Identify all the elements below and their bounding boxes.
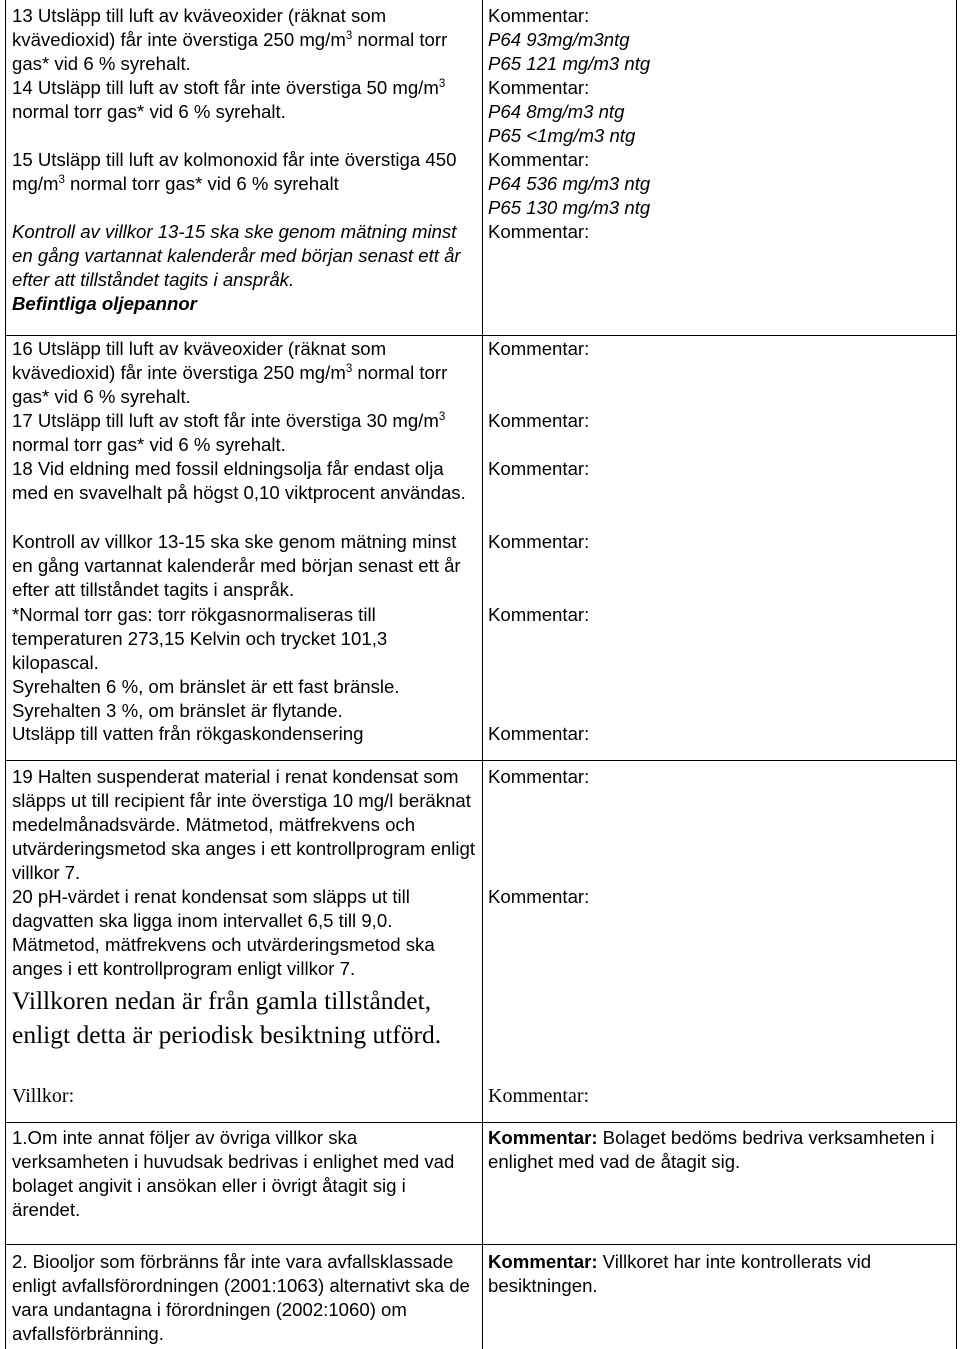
comment-14	[488, 76, 954, 148]
comment-old-2: Kommentar: Villkoret har inte kontrollerats vid besiktningen.	[488, 1251, 872, 1296]
comment-15	[488, 148, 954, 220]
condition-15: 15 Utsläpp till luft av kolmonoxid får inte överstiga 450 $mg/m^3$ normal torr gas* vid 6 % syrehalt	[12, 149, 457, 194]
comment-water: Kommentar:	[488, 723, 590, 744]
comment-control-1: Kommentar:	[488, 221, 590, 242]
comment-text: P64 93mg/m3ntg P65 121 mg/m3 ntg	[488, 29, 651, 74]
row-divider	[6, 760, 956, 761]
comment-18: Kommentar:	[488, 458, 590, 479]
comment-control-2: Kommentar:	[488, 531, 590, 552]
comment-label: Kommentar:	[488, 5, 590, 26]
condition-16: 16 Utsläpp till luft av kväveoxider (räknat som kvävedioxid) får inte överstiga 250 $mg/m^3$ normal torr gas* vid 6 % syrehalt.	[12, 338, 448, 407]
condition-17: 17 Utsläpp till luft av stoft får inte överstiga 30 $mg/m^3$ normal torr gas* vid 6 % syrehalt.	[12, 410, 446, 455]
row-divider	[6, 335, 956, 336]
condition-13: 13 Utsläpp till luft av kväveoxider (räknat som kvävedioxid) får inte överstiga 250 $mg/m^3$ normal torr gas* vid 6 % syrehalt.	[12, 5, 448, 74]
section-heading-oil-boilers: Befintliga oljepannor	[12, 293, 197, 314]
condition-19: 19 Halten suspenderat material i renat kondensat som släpps ut till recipient får inte överstiga 10 mg/l beräknat medelmånadsvärde. Mätmetod, mätfrekvens och utvärderingsmetod ska anges i ett kontrollprogram enligt villkor 7.	[12, 766, 476, 883]
comment-16: Kommentar:	[488, 338, 590, 359]
row-divider	[6, 1244, 956, 1245]
row-divider	[6, 1122, 956, 1123]
comment-normal-gas: Kommentar:	[488, 604, 590, 625]
conditions-label: Villkor:	[12, 1085, 75, 1107]
comment-conditions: Kommentar:	[488, 1085, 590, 1107]
comment-20: Kommentar:	[488, 886, 590, 907]
old-condition-2: 2. Biooljor som förbränns får inte vara avfallsklassade enligt avfallsförordningen (2001:1063) alternativt ska de vara undantagna i förordningen (2002:1060) om avfallsförbränning.	[12, 1251, 470, 1344]
column-divider	[482, 0, 483, 1349]
control-13-15-b: Kontroll av villkor 13-15 ska ske genom mätning minst en gång vartannat kalenderår med början senast ett år efter att tillståndet tagits i anspråk.	[12, 531, 461, 600]
old-condition-1: 1.Om inte annat följer av övriga villkor ska verksamheten i huvudsak bedrivas i enlighet med vad bolaget angivit i ansökan eller i övrigt åtagit sig i ärendet.	[12, 1127, 455, 1220]
old-permit-note: Villkoren nedan är från gamla tillståndet, enligt detta är periodisk besiktning utförd.	[12, 986, 442, 1049]
conditions-table	[5, 0, 957, 1349]
comment-13	[488, 4, 954, 76]
control-13-15: Kontroll av villkor 13-15 ska ske genom mätning minst en gång vartannat kalenderår med början senast ett år efter att tillståndet tagits i anspråk. Befintliga oljepannor	[12, 220, 478, 316]
comment-label: Kommentar:	[488, 149, 590, 170]
condition-14: 14 Utsläpp till luft av stoft får inte överstiga 50 $mg/m^3$ normal torr gas* vid 6 % syrehalt.	[12, 77, 446, 122]
comment-label: Kommentar:	[488, 77, 590, 98]
condition-20: 20 pH-värdet i renat kondensat som släpps ut till dagvatten ska ligga inom intervallet 6,5 till 9,0. Mätmetod, mätfrekvens och utvärderingsmetod ska anges i ett kontrollprogram enligt villkor 7.	[12, 886, 435, 979]
normal-dry-gas-note: *Normal torr gas: torr rökgasnormaliseras till temperaturen 273,15 Kelvin och trycket 101,3 kilopascal. Syrehalten 6 %, om bränslet är ett fast bränsle. Syrehalten 3 %, om bränslet är flytande.	[12, 604, 400, 721]
comment-old-1: Kommentar: Bolaget bedöms bedriva verksamheten i enlighet med vad de åtagit sig.	[488, 1127, 935, 1172]
comment-text: P64 8mg/m3 ntg P65 <1mg/m3 ntg	[488, 101, 636, 146]
comment-text: P64 536 mg/m3 ntg P65 130 mg/m3 ntg	[488, 173, 651, 218]
condition-18: 18 Vid eldning med fossil eldningsolja får endast olja med en svavelhalt på högst 0,10 viktprocent användas.	[12, 458, 466, 503]
section-heading-water: Utsläpp till vatten från rökgaskondensering	[12, 723, 364, 744]
comment-17: Kommentar:	[488, 410, 590, 431]
comment-19: Kommentar:	[488, 766, 590, 787]
